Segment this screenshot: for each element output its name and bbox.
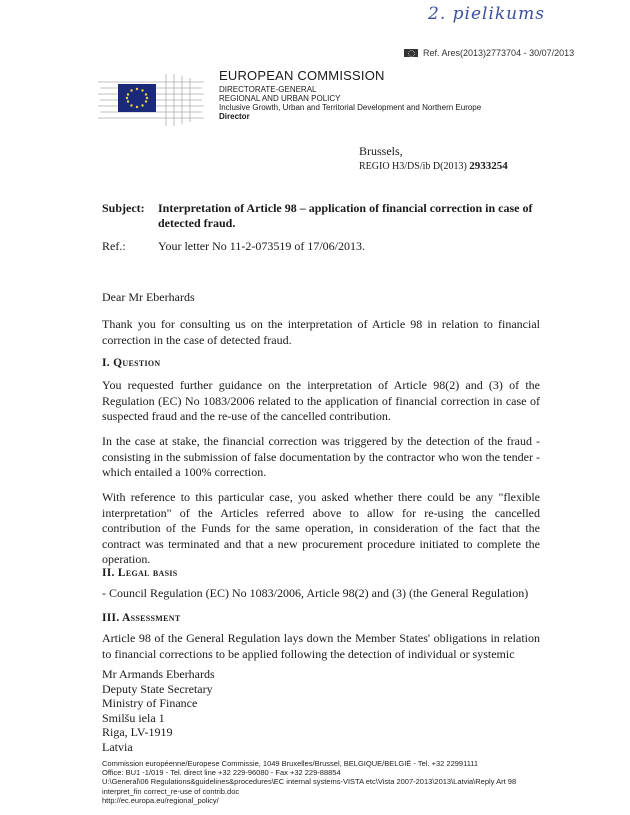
footer-line-path: U:\General\06 Regulations&guidelines&procedures\EC internal systems-VISTA etc\Vista 2007-2013\2013\Latvia\Reply Art 98 — [102, 777, 517, 787]
ref-text: Your letter No 11-2-073519 of 17/06/2013. — [158, 239, 365, 253]
ares-barcode-icon — [404, 49, 418, 57]
issuer-units: Inclusive Growth, Urban and Territorial Development and Northern Europe — [219, 103, 482, 112]
ref-code-number: 2933254 — [469, 160, 508, 172]
salutation: Dear Mr Eberhards — [102, 290, 195, 304]
paragraph-intro: Thank you for consulting us on the interpretation of Article 98 in relation to financial correction in the case of detected fraud. — [102, 317, 540, 347]
addressee-country: Latvia — [102, 739, 133, 754]
paragraph-assessment: Article 98 of the General Regulation lays down the Member States' obligations in relation to financial corrections to be applied following the detection of individual or systemic — [102, 631, 540, 661]
subject-label: Subject: — [102, 201, 145, 215]
addressee-ministry: Ministry of Finance — [102, 696, 198, 711]
letter-place: Brussels, — [359, 144, 403, 158]
ares-reference — [404, 48, 574, 58]
heading-assessment: III. Assessment — [102, 612, 181, 624]
issuer-directorate-label: DIRECTORATE-GENERAL — [219, 85, 317, 94]
paragraph-question-3: With reference to this particular case, you asked whether there could be any "flexible interpretation" of the Articles referred above to allow for re-using the cancelled contribution of the Funds for the same operation, in consideration of the fact that the contract was terminated and that a new procurement procedure initiated to complete the operation. — [102, 490, 540, 566]
footer-line-office: Office: BU1 -1/019 - Tel. direct line +32 229-96080 - Fax +32 229-88854 — [102, 768, 341, 778]
issuer-directorate-name: REGIONAL AND URBAN POLICY — [219, 94, 341, 103]
addressee-block — [102, 667, 215, 755]
addressee-city: Riga, LV-1919 — [102, 725, 173, 740]
eu-commission-logo — [96, 70, 206, 130]
ref-code-prefix: REGIO H3/DS/ib D(2013) — [359, 161, 467, 172]
heading-legal-basis: II. Legal basis — [102, 567, 178, 579]
footer-line-url: http://ec.europa.eu/regional_policy/ — [102, 795, 219, 805]
subject-text: Interpretation of Article 98 – application of financial correction in case of detected fraud. — [158, 201, 533, 230]
paragraph-question-2: In the case at stake, the financial correction was triggered by the detection of the fraud - consisting in the submission of false documentation by the contractor who won the tender - which entailed a 100% correction. — [102, 434, 540, 479]
footer-line-file: interpret_fin correct_re-use of contrib.doc — [102, 786, 240, 796]
issuer-header — [219, 68, 481, 121]
heading-question: I. Question — [102, 357, 161, 369]
issuer-organisation: EUROPEAN COMMISSION — [219, 68, 385, 83]
handwritten-annotation: 2. pielikums — [428, 4, 545, 24]
letter-footer — [102, 759, 516, 805]
footer-line-address: Commission européenne/Europese Commissie, 1049 Bruxelles/Brussel, BELGIQUE/BELGIË - Tel. +32 22991111 — [102, 759, 479, 768]
paragraph-legal-basis: - Council Regulation (EC) No 1083/2006, Article 98(2) and (3) (the General Regulation) — [102, 586, 529, 600]
ares-reference-text: Ref. Ares(2013)2773704 - 30/07/2013 — [423, 48, 575, 58]
addressee-name: Mr Armands Eberhards — [102, 667, 215, 681]
addressee-street: Smilšu iela 1 — [102, 710, 165, 725]
issuer-role: Director — [219, 112, 250, 121]
ref-label: Ref.: — [102, 239, 126, 253]
letter-reference-code — [359, 160, 508, 172]
addressee-title: Deputy State Secretary — [102, 681, 213, 696]
paragraph-question-1: You requested further guidance on the interpretation of Article 98(2) and (3) of the Regulation (EC) No 1083/2006 related to the application of financial correction in case of suspected fraud and the re-use of the cancelled contribution. — [102, 378, 540, 423]
